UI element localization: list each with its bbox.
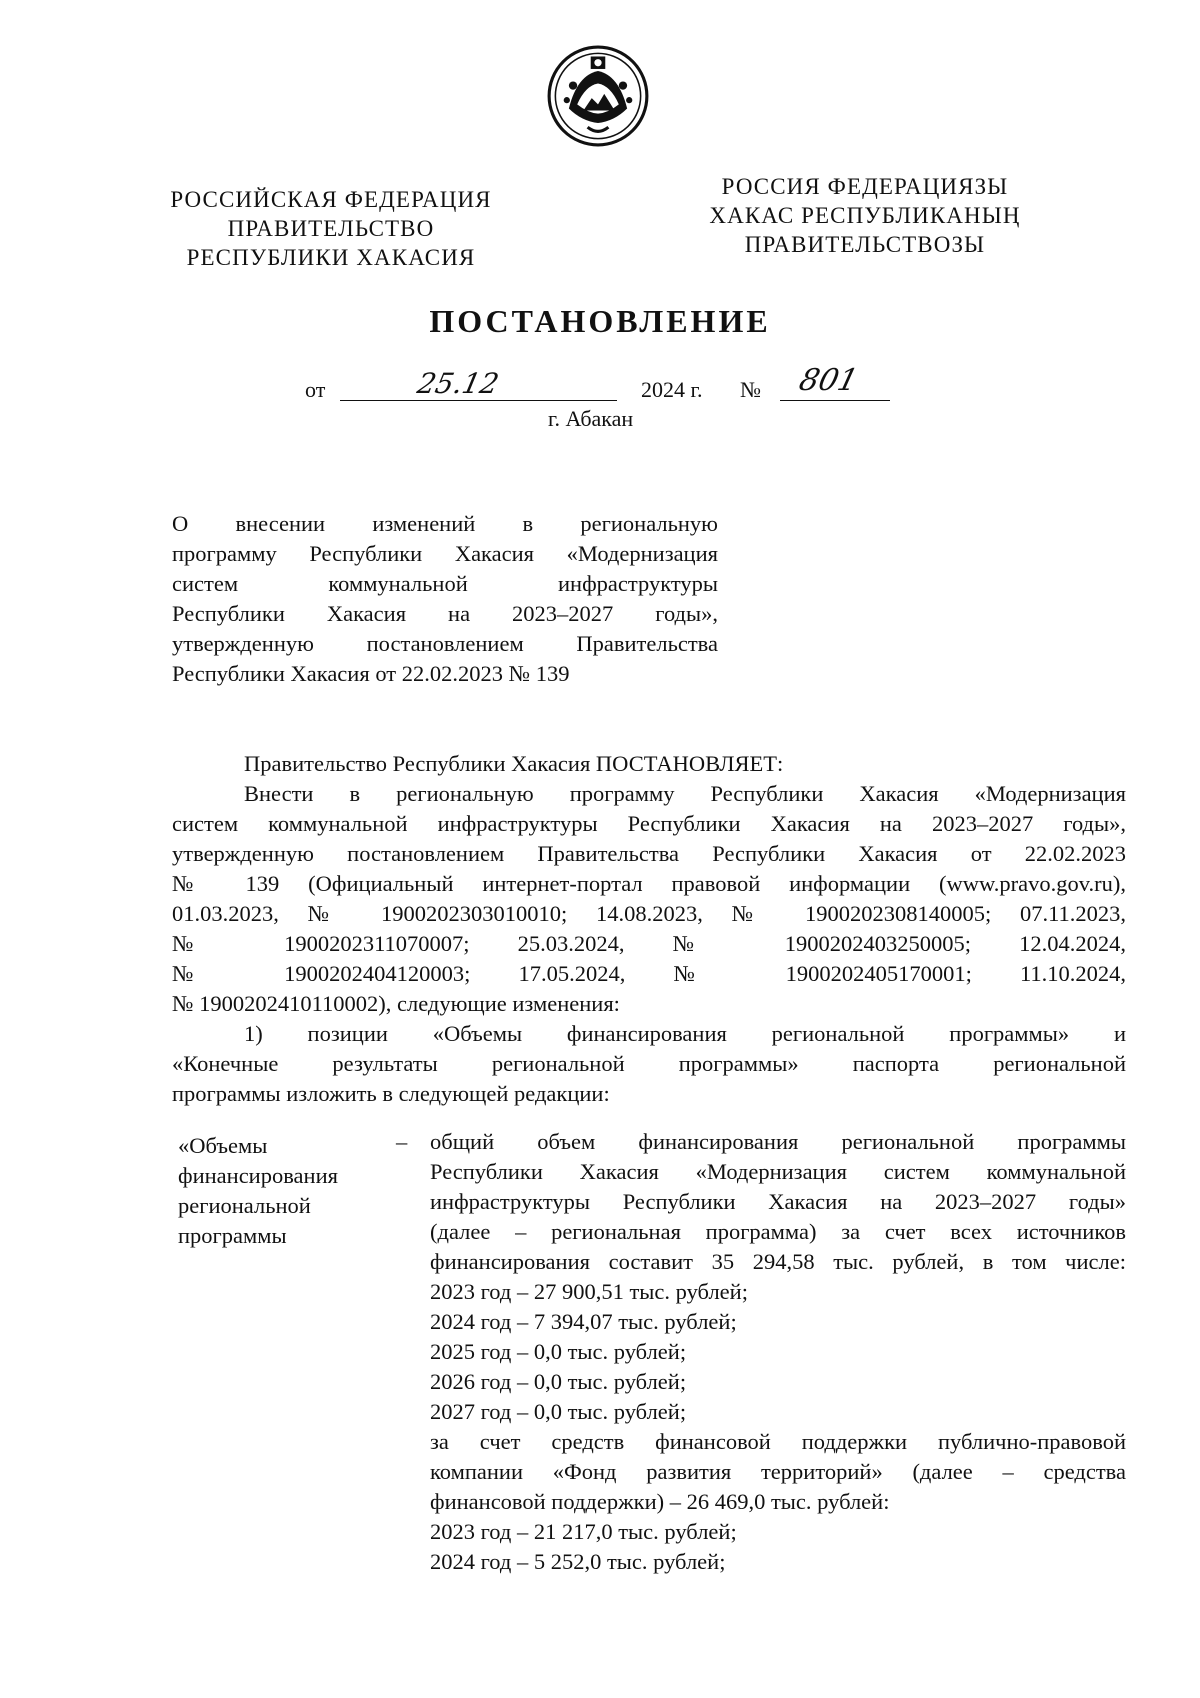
table-left-column bbox=[178, 1131, 378, 1251]
subject-line: Республики Хакасия от 22.02.2023 № 139 bbox=[172, 661, 570, 686]
date-number-line bbox=[0, 363, 1200, 407]
header-right-line-3: ПРАВИТЕЛЬСТВОЗЫ bbox=[744, 232, 986, 257]
subject-line: О внесении изменений в региональную bbox=[172, 511, 718, 536]
table-right-line: финансирования составит 35 294,58 тыс. рублей, в том числе: bbox=[430, 1249, 1126, 1274]
number-underline bbox=[780, 400, 890, 401]
table-right-line: 2025 год – 0,0 тыс. рублей; bbox=[430, 1339, 687, 1364]
body-line: утвержденную постановлением Правительства Республики Хакасия от 22.02.2023 bbox=[172, 841, 1126, 866]
table-right-line: 2026 год – 0,0 тыс. рублей; bbox=[430, 1369, 687, 1394]
table-right-line: 2024 год – 7 394,07 тыс. рублей; bbox=[430, 1309, 737, 1334]
header-left-block bbox=[140, 185, 522, 272]
body-line: № 1900202311070007; 25.03.2024, № 1900202403250005; 12.04.2024, bbox=[172, 931, 1126, 956]
table-right-line: финансовой поддержки) – 26 469,0 тыс. рублей: bbox=[430, 1489, 890, 1514]
handwritten-number: 801 bbox=[795, 363, 862, 398]
number-sign: № bbox=[740, 377, 761, 402]
table-right-line: общий объем финансирования региональной программы bbox=[430, 1129, 1126, 1154]
table-left-line: «Объемы bbox=[178, 1133, 268, 1158]
table-right-line: компании «Фонд развития территорий» (далее – средства bbox=[430, 1459, 1126, 1484]
body-line: «Конечные результаты региональной программы» паспорта региональной bbox=[172, 1051, 1126, 1076]
table-left-line: региональной bbox=[178, 1193, 311, 1218]
body-line: систем коммунальной инфраструктуры Республики Хакасия на 2023–2027 годы», bbox=[172, 811, 1126, 836]
subject-block bbox=[172, 509, 718, 689]
subject-line: утвержденную постановлением Правительства bbox=[172, 631, 718, 656]
body-line: № 139 (Официальный интернет-портал правовой информации (www.pravo.gov.ru), bbox=[172, 871, 1126, 896]
header-left-line-1: РОССИЙСКАЯ ФЕДЕРАЦИЯ bbox=[170, 187, 492, 212]
table-right-line: Республики Хакасия «Модернизация систем коммунальной bbox=[430, 1159, 1126, 1184]
subject-line: программу Республики Хакасия «Модернизация bbox=[172, 541, 718, 566]
body-line: программы изложить в следующей редакции: bbox=[172, 1081, 610, 1106]
table-right-column bbox=[430, 1127, 1126, 1577]
city-name: г. Абакан bbox=[548, 406, 634, 431]
table-right-line: инфраструктуры Республики Хакасия на 2023–2027 годы» bbox=[430, 1189, 1126, 1214]
body-line: 01.03.2023, № 1900202303010010; 14.08.2023, № 1900202308140005; 07.11.2023, bbox=[172, 901, 1126, 926]
header-left-line-2: ПРАВИТЕЛЬСТВО bbox=[227, 216, 435, 241]
table-right-line: 2024 год – 5 252,0 тыс. рублей; bbox=[430, 1549, 726, 1574]
handwritten-date: 25.12 bbox=[414, 367, 502, 400]
table-right-line: 2023 год – 21 217,0 тыс. рублей; bbox=[430, 1519, 737, 1544]
table-left-line: финансирования bbox=[178, 1163, 338, 1188]
body-line: 1) позиции «Объемы финансирования региональной программы» и bbox=[244, 1021, 1126, 1046]
body-line: Правительство Республики Хакасия ПОСТАНОВЛЯЕТ: bbox=[244, 751, 784, 776]
body-text bbox=[172, 749, 1126, 1109]
header-right-block bbox=[690, 172, 1040, 259]
document-title: ПОСТАНОВЛЕНИЕ bbox=[429, 303, 771, 339]
subject-line: Республики Хакасия на 2023–2027 годы», bbox=[172, 601, 718, 626]
header-right-line-2: ХАКАС РЕСПУБЛИКАНЫҢ bbox=[709, 203, 1021, 228]
table-right-line: 2023 год – 27 900,51 тыс. рублей; bbox=[430, 1279, 748, 1304]
table-right-line: за счет средств финансовой поддержки публично-правовой bbox=[430, 1429, 1126, 1454]
body-line: Внести в региональную программу Республики Хакасия «Модернизация bbox=[244, 781, 1126, 806]
table-right-line: 2027 год – 0,0 тыс. рублей; bbox=[430, 1399, 687, 1424]
header-left-line-3: РЕСПУБЛИКИ ХАКАСИЯ bbox=[186, 245, 476, 270]
body-line: № 1900202404120003; 17.05.2024, № 1900202405170001; 11.10.2024, bbox=[172, 961, 1126, 986]
header-right-line-1: РОССИЯ ФЕДЕРАЦИЯЗЫ bbox=[721, 174, 1009, 199]
table-left-line: программы bbox=[178, 1223, 287, 1248]
table-right-line: (далее – региональная программа) за счет всех источников bbox=[430, 1219, 1126, 1244]
coat-of-arms-emblem bbox=[546, 44, 650, 148]
subject-line: систем коммунальной инфраструктуры bbox=[172, 571, 718, 596]
date-year: 2024 г. bbox=[641, 377, 703, 402]
date-underline bbox=[340, 400, 617, 401]
date-prefix: от bbox=[305, 377, 326, 402]
body-line: № 1900202410110002), следующие изменения: bbox=[172, 991, 620, 1016]
table-dash: – bbox=[396, 1129, 408, 1154]
